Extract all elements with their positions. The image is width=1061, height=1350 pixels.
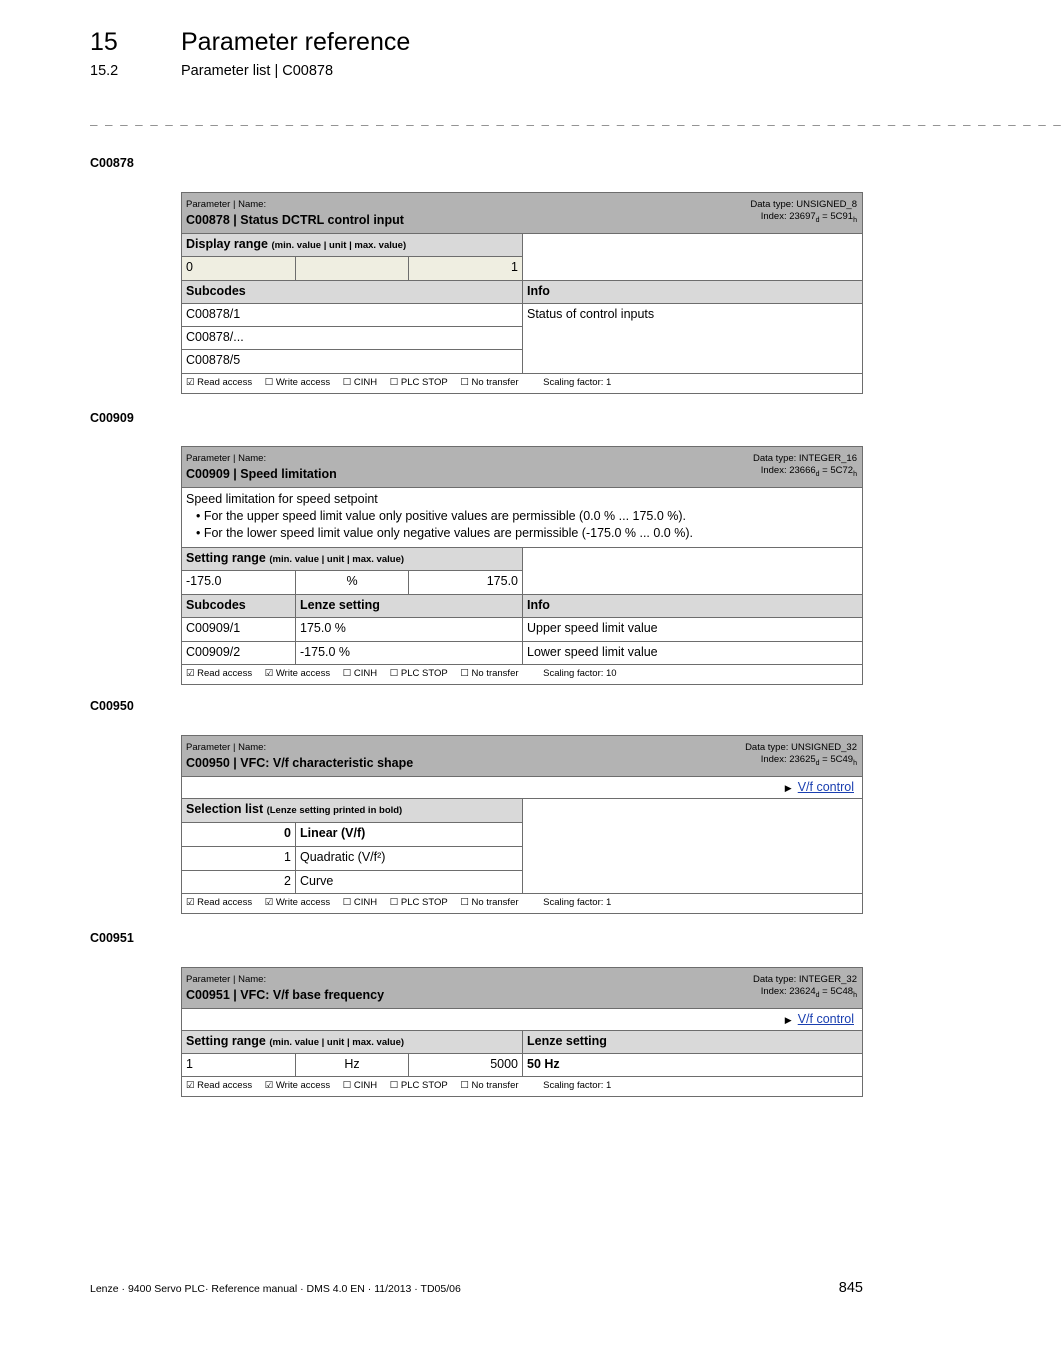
scaling-factor: Scaling factor: 1 xyxy=(543,1080,612,1091)
data-type: Data type: INTEGER_32 xyxy=(752,974,857,985)
param-description xyxy=(182,488,862,548)
param-label: Parameter | Name: xyxy=(186,742,267,753)
triangle-right-icon: ▶ xyxy=(784,1015,792,1025)
list-item xyxy=(182,823,522,847)
triangle-right-icon: ▶ xyxy=(784,783,792,793)
access-footer xyxy=(182,1077,862,1096)
table-row xyxy=(182,1054,862,1077)
access-footer xyxy=(182,665,862,684)
param-table-c00878 xyxy=(181,192,863,394)
scaling-factor: Scaling factor: 1 xyxy=(543,377,612,388)
plc-stop: ☐ PLC STOP xyxy=(389,897,448,908)
lenze-setting-header: Lenze setting xyxy=(523,1031,862,1053)
param-index: Index: $23697_d = 5C91_h$ xyxy=(760,211,857,224)
cinh: ☐ CINH xyxy=(342,897,378,908)
param-header xyxy=(182,968,862,1009)
lenze-setting: 50 Hz xyxy=(527,1057,560,1071)
plc-stop: ☐ PLC STOP xyxy=(389,377,448,388)
param-table-c00951 xyxy=(181,967,863,1097)
param-index: Index: $23666_d = 5C72_h$ xyxy=(760,465,857,478)
option-label: Curve xyxy=(300,874,334,888)
lenze-setting-header: Lenze setting xyxy=(296,595,523,617)
description-bullet: • For the upper speed limit value only positive values are permissible (0.0 % ... 175.0 %). xyxy=(196,509,687,523)
footer-text: Lenze · 9400 Servo PLC· Reference manual · DMS 4.0 EN · 11/2013 · TD05/06 xyxy=(90,1283,461,1295)
option-value: 1 xyxy=(182,847,296,870)
vf-control-link[interactable]: V/f control xyxy=(797,1012,854,1026)
param-index: Index: $23624_d = 5C48_h$ xyxy=(760,986,857,999)
table-row xyxy=(182,642,862,665)
display-range-header: Display range (min. value | unit | max. value) xyxy=(182,234,522,257)
param-code-c00950: C00950 xyxy=(90,699,134,713)
param-header xyxy=(182,193,862,234)
link-row xyxy=(182,777,862,799)
param-header xyxy=(182,736,862,777)
no-transfer: ☐ No transfer xyxy=(460,377,519,388)
no-transfer: ☐ No transfer xyxy=(460,1080,519,1091)
selection-list-header: Selection list (Lenze setting printed in bold) xyxy=(182,799,522,823)
read-access: ☑ Read access xyxy=(186,668,253,679)
subcode: C00909/2 xyxy=(182,642,296,664)
data-type: Data type: UNSIGNED_32 xyxy=(745,742,857,753)
param-label: Parameter | Name: xyxy=(186,974,267,985)
no-transfer: ☐ No transfer xyxy=(460,897,519,908)
read-access: ☑ Read access xyxy=(186,1080,253,1091)
description-bullet: • For the lower speed limit value only negative values are permissible (-175.0 % ... 0.0 %). xyxy=(196,526,693,540)
range-unit xyxy=(296,257,409,280)
param-label: Parameter | Name: xyxy=(186,453,267,464)
header-separator: _ _ _ _ _ _ _ _ _ _ _ _ _ _ _ _ _ _ _ _ _ _ _ _ _ _ _ _ _ _ _ _ _ _ _ _ _ _ _ _ _ _ _ _ _ _ _ _ _ _ _ _ _ _ _ _ _ _ _ _ _ _ _ _ _ xyxy=(90,111,1061,126)
section-number: 15.2 xyxy=(90,63,119,79)
param-name: C00951 | VFC: V/f base frequency xyxy=(186,988,385,1002)
data-type: Data type: UNSIGNED_8 xyxy=(750,199,857,210)
write-access: ☑ Write access xyxy=(264,897,331,908)
vf-control-link[interactable]: V/f control xyxy=(797,780,854,794)
setting-range-header: Setting range (min. value | unit | max. value) xyxy=(182,548,522,571)
info-header: Info xyxy=(523,595,862,617)
lenze-setting: 175.0 % xyxy=(296,618,523,641)
description-text: Speed limitation for speed setpoint xyxy=(186,492,378,506)
blank-cell xyxy=(523,548,862,594)
subcode: C00878/5 xyxy=(186,353,241,367)
param-code-c00951: C00951 xyxy=(90,931,134,945)
list-item xyxy=(182,847,522,871)
section-title: Parameter list | C00878 xyxy=(181,63,334,79)
range-unit: % xyxy=(296,571,409,594)
chapter-title: Parameter reference xyxy=(181,28,411,56)
option-value: 2 xyxy=(182,871,296,893)
scaling-factor: Scaling factor: 1 xyxy=(543,897,612,908)
blank-cell xyxy=(523,799,862,893)
write-access: ☐ Write access xyxy=(264,377,331,388)
cinh: ☐ CINH xyxy=(342,1080,378,1091)
range-max: 1 xyxy=(409,257,522,280)
write-access: ☑ Write access xyxy=(264,668,331,679)
range-min: 0 xyxy=(182,257,296,280)
access-footer xyxy=(182,894,862,913)
param-table-c00950 xyxy=(181,735,863,914)
subcode-info: Status of control inputs xyxy=(527,307,655,321)
range-max: 175.0 xyxy=(486,574,518,588)
scaling-factor: Scaling factor: 10 xyxy=(543,668,617,679)
subcode: C00878/... xyxy=(182,327,522,350)
data-type: Data type: INTEGER_16 xyxy=(752,453,857,464)
page-number: 845 xyxy=(838,1280,863,1296)
write-access: ☑ Write access xyxy=(264,1080,331,1091)
read-access: ☑ Read access xyxy=(186,377,253,388)
subcode-info: Upper speed limit value xyxy=(527,621,658,635)
param-header xyxy=(182,447,862,488)
param-name: C00909 | Speed limitation xyxy=(186,467,337,481)
cinh: ☐ CINH xyxy=(342,668,378,679)
param-index: Index: $23625_d = 5C49_h$ xyxy=(760,754,857,767)
subcode: C00909/1 xyxy=(182,618,296,641)
range-max: 5000 xyxy=(409,1054,523,1076)
chapter-number: 15 xyxy=(90,28,118,56)
read-access: ☑ Read access xyxy=(186,897,253,908)
access-footer xyxy=(182,374,862,393)
param-table-c00909 xyxy=(181,446,863,685)
plc-stop: ☐ PLC STOP xyxy=(389,668,448,679)
param-code-c00909: C00909 xyxy=(90,411,134,425)
subcodes-header: Subcodes xyxy=(182,595,296,617)
info-header: Info xyxy=(523,281,862,303)
subcodes-header: Subcodes xyxy=(182,281,523,303)
lenze-setting: -175.0 % xyxy=(296,642,523,664)
range-min: -175.0 xyxy=(182,571,296,594)
table-row xyxy=(182,618,862,642)
option-label: Quadratic (V/f²) xyxy=(300,850,386,864)
no-transfer: ☐ No transfer xyxy=(460,668,519,679)
subcode-info: Lower speed limit value xyxy=(527,645,658,659)
cinh: ☐ CINH xyxy=(342,377,378,388)
param-name: C00878 | Status DCTRL control input xyxy=(186,213,404,227)
link-row xyxy=(182,1009,862,1031)
option-value: 0 xyxy=(182,823,296,846)
param-code-c00878: C00878 xyxy=(90,156,134,170)
setting-range-header: Setting range (min. value | unit | max. value) xyxy=(182,1031,523,1053)
plc-stop: ☐ PLC STOP xyxy=(389,1080,448,1091)
list-item xyxy=(182,871,522,893)
range-unit: Hz xyxy=(296,1054,409,1076)
param-label: Parameter | Name: xyxy=(186,199,267,210)
subcode: C00878/1 xyxy=(182,304,522,327)
option-label: Linear (V/f) xyxy=(300,826,366,840)
param-name: C00950 | VFC: V/f characteristic shape xyxy=(186,756,414,770)
blank-cell xyxy=(523,234,862,280)
range-min: 1 xyxy=(182,1054,296,1076)
